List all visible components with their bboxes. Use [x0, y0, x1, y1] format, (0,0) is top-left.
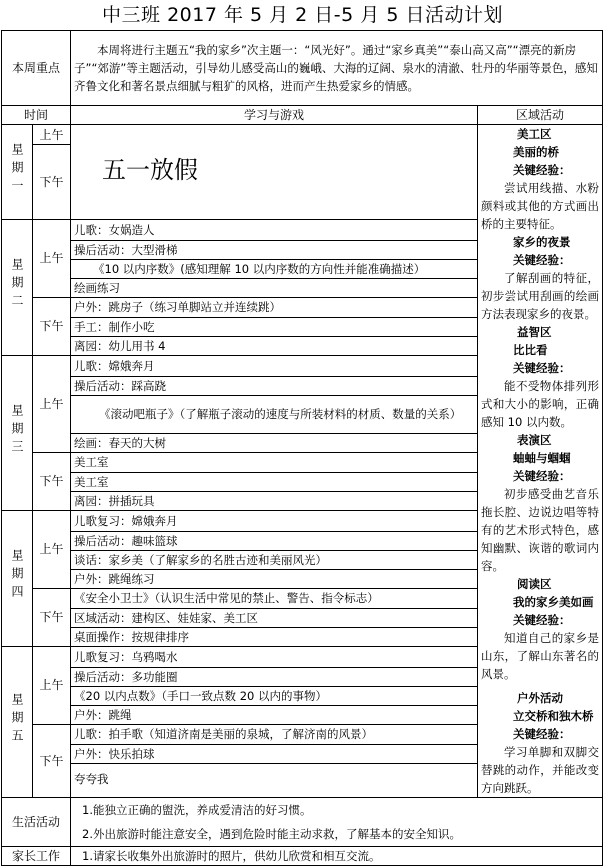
activity-item: 户外：跳房子（练习单脚站立并连续跳）	[71, 297, 478, 318]
region-name: 比比看	[513, 343, 548, 357]
life-row	[2, 798, 603, 847]
activity-item: 操后活动：大型滑梯	[71, 240, 478, 259]
region-area: 益智区	[517, 325, 552, 339]
life-label: 生活活动	[2, 798, 71, 847]
header-row	[2, 106, 603, 125]
activity-item: 《安全小卫士》（认识生活中常见的禁止、警告、指令标志）	[71, 588, 478, 609]
region-activities	[478, 125, 603, 798]
friday-am: 上午	[33, 647, 71, 725]
day-label: 星期三	[10, 403, 24, 458]
monday-am: 上午	[33, 125, 71, 145]
wednesday-am: 上午	[33, 356, 71, 453]
activity-item: 《10 以内序数》(感知理解 10 以内序数的方向性并能准确描述）	[71, 259, 478, 278]
life-cell	[71, 798, 603, 847]
page-title: 中三班 2017 年 5 月 2 日-5 月 5 日活动计划	[102, 4, 503, 26]
wednesday-pm: 下午	[33, 452, 71, 511]
activity-item: 谈话：家乡美（了解家乡的名胜古迹和美丽风光）	[71, 550, 478, 569]
day-label: 星期一	[10, 142, 24, 197]
activity-item: 操后活动：趣味篮球	[71, 531, 478, 550]
region-desc: 能不受物体排列形式和大小的影响，正确感知 10 以内数。	[481, 379, 600, 429]
activity-item: 离园：幼儿用书 4	[71, 337, 478, 356]
day-tuesday	[2, 220, 33, 356]
region-area: 户外活动	[517, 691, 564, 705]
day-friday	[2, 647, 33, 798]
activity-item: 儿歌：女娲造人	[71, 220, 478, 241]
day-label: 星期五	[10, 692, 24, 747]
activity-item: 户外：快乐拍球	[71, 745, 478, 764]
activity-item: 夸夸我	[71, 764, 478, 798]
tuesday-am: 上午	[33, 220, 71, 298]
region-name: 美丽的桥	[513, 145, 560, 159]
parent-label: 家长工作	[2, 847, 71, 866]
plan-table	[1, 30, 603, 866]
day-wednesday	[2, 356, 33, 511]
region-name: 家乡的夜景	[513, 235, 571, 249]
activity-item: 绘画：春天的大树	[71, 433, 478, 452]
day-label: 星期二	[10, 258, 24, 312]
activity-item: 儿歌：嫦娥奔月	[71, 356, 478, 377]
region-desc: 初步感受曲艺音乐拖长腔、边说边唱等特有的艺术形式特色，感知幽默、诙谐的歌词内容。	[481, 487, 600, 573]
region-area: 阅读区	[517, 577, 552, 591]
activity-item: 儿歌：拍手歌（知道济南是美丽的泉城，了解济南的风景）	[71, 724, 478, 745]
region-desc: 学习单脚和双脚交替跳的动作，并能改变方向跳跃。	[481, 745, 600, 795]
day-label: 星期四	[10, 549, 24, 603]
region-name: 我的家乡美如画	[513, 595, 594, 609]
activity-item: 户外：跳绳	[71, 705, 478, 724]
region-name: 蚰蚰与蝈蝈	[513, 451, 571, 465]
life-item: 2.外出旅游时能注意安全，遇到危险时能主动求救，了解基本的安全知识。	[82, 827, 461, 841]
thursday-am: 上午	[33, 511, 71, 589]
day-monday	[2, 125, 33, 220]
region-keyword: 关键经验：	[513, 727, 571, 741]
friday-pm: 下午	[33, 724, 71, 798]
tuesday-pm: 下午	[33, 297, 71, 356]
thursday-pm: 下午	[33, 588, 71, 647]
activity-item: 儿歌复习：嫦娥奔月	[71, 511, 478, 532]
focus-row	[2, 31, 603, 106]
header-region: 区域活动	[478, 106, 603, 125]
parent-row	[2, 847, 603, 866]
activity-item: 操后活动：踩高跷	[71, 376, 478, 395]
parent-text: 1.请家长收集外出旅游时的照片，供幼儿欣赏和相互交流。	[71, 847, 603, 866]
activity-item: 儿歌复习：乌鸦喝水	[71, 647, 478, 668]
life-item: 1.能独立正确的盥洗，养成爱清洁的好习惯。	[82, 803, 312, 817]
activity-item: 《20 以内点数》（手口一致点数 20 以内的事物）	[71, 686, 478, 705]
region-desc: 知道自己的家乡是山东，了解山东著名的风景。	[481, 631, 600, 681]
activity-item: 区域活动：建构区、娃娃家、美工区	[71, 609, 478, 628]
holiday-text: 五一放假	[102, 156, 199, 184]
activity-item: 美工室	[71, 473, 478, 492]
activity-item: 户外：跳绳练习	[71, 569, 478, 588]
monday-pm: 下午	[33, 145, 71, 220]
activity-item: 离园：拼插玩具	[71, 492, 478, 511]
region-desc: 了解刮画的特征，初步尝试用刮画的绘画方法表现家乡的夜景。	[481, 271, 600, 321]
activity-item: 桌面操作：按规律排序	[71, 628, 478, 647]
region-area: 美工区	[517, 127, 552, 141]
header-time: 时间	[2, 106, 71, 125]
region-name: 立交桥和独木桥	[513, 709, 594, 723]
header-learning: 学习与游戏	[71, 106, 478, 125]
region-keyword: 关键经验：	[513, 613, 571, 627]
focus-label: 本周重点	[2, 31, 71, 106]
activity-item: 美工室	[71, 452, 478, 473]
activity-item: 手工：制作小吃	[71, 318, 478, 337]
region-keyword: 关键经验：	[513, 361, 571, 375]
monday-holiday-cell	[71, 125, 478, 220]
region-keyword: 关键经验：	[513, 163, 571, 177]
region-keyword: 关键经验：	[513, 253, 571, 267]
activity-item: 绘画练习	[71, 278, 478, 297]
focus-text: 本周将进行主题五“我的家乡”次主题一：“风光好”。通过“家乡真美”“泰山高又高”“漂亮的新房子”“郊游”等主题活动，引导幼儿感受高山的巍峨、大海的辽阔、泉水的清澈、牡丹的华丽等景色，感知齐鲁文化和著名景点细腻与粗犷的风格，进而产生热爱家乡的情感。	[71, 31, 603, 106]
day-thursday	[2, 511, 33, 647]
region-desc: 尝试用线描、水粉颜料或其他的方式画出桥的主要特征。	[481, 181, 600, 231]
region-area: 表演区	[517, 433, 552, 447]
activity-item: 操后活动：多功能圈	[71, 667, 478, 686]
activity-item: 《滚动吧瓶子》（了解瓶子滚动的速度与所装材料的材质、数量的关系）	[71, 395, 478, 433]
region-keyword: 关键经验：	[513, 469, 571, 483]
